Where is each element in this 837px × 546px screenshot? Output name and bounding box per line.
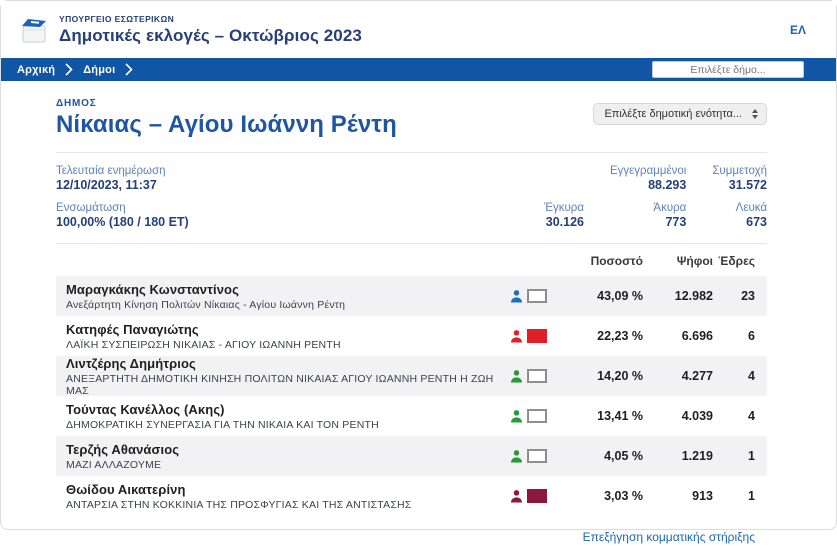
registered-stat [610,165,686,192]
valid-value: 30.126 [545,215,584,229]
ministry-label: ΥΠΟΥΡΓΕΙΟ ΕΣΩΤΕΡΙΚΩΝ [59,13,175,24]
last-update-stat [56,165,189,192]
select-stepper-icon [752,109,758,119]
party-square-icon [527,409,547,423]
stats-right [544,165,767,229]
result-row-names [66,282,509,311]
result-row-icons [509,369,553,384]
valid-label: Έγκυρα [543,202,584,214]
party-support-legend-link[interactable]: Επεξήγηση κομματικής στήριξης [582,530,755,544]
percent-value: 4,05 % [604,449,643,463]
breadcrumb-municipalities[interactable]: Δήμοι [83,63,116,76]
votes-value: 6.696 [681,329,713,343]
candidate-name: Τούντας Κανέλλος (Ακης) [66,401,225,417]
stats-left [56,165,189,229]
candidate-name: Κατηφές Παναγιώτης [66,321,199,337]
party-square-icon [527,369,547,383]
result-row[interactable] [56,316,767,356]
registered-label: Εγγεγραμμένοι [609,165,687,177]
seats-column-header: Έδρες [718,254,755,268]
seats-value: 4 [748,369,755,383]
party-square-icon [527,289,547,303]
invalid-label: Άκυρα [653,202,687,214]
result-row[interactable] [56,396,767,436]
municipal-unit-select[interactable] [593,103,767,125]
main-content [1,81,836,546]
votes-value: 1.219 [681,449,713,463]
result-row-names [66,356,509,397]
seats-value: 23 [741,289,755,303]
result-row-icons [509,329,553,344]
results-list [56,276,767,516]
party-square-icon [527,329,547,343]
candidate-name: Μαραγκάκης Κωνσταντίνος [66,281,239,297]
votes-value: 4.039 [681,409,713,423]
integration-value: 100,00% (180 / 180 ΕΤ) [56,215,189,229]
integration-label: Ενσωμάτωση [56,202,126,214]
result-row-icons [509,289,553,304]
percent-column-header: Ποσοστό [590,254,643,268]
percent-value: 3,03 % [604,489,643,503]
votes-column-header: Ψήφοι [676,254,713,268]
result-row-names [66,402,509,431]
top-header [1,1,836,58]
valid-stat [544,202,584,229]
stats-section [56,153,767,243]
result-row-icons [509,489,553,504]
ballot-box-icon [19,16,49,44]
blank-stat [712,202,767,229]
party-name: ΜΑΖΙ ΑΛΛΑΖΟΥΜΕ [66,458,162,471]
blank-label: Λευκά [735,202,767,214]
invalid-value: 773 [665,215,687,229]
page-head [56,81,767,152]
candidate-name: Τερζής Αθανάσιος [66,441,180,457]
result-row[interactable] [56,436,767,476]
chevron-right-icon [65,63,73,76]
municipal-unit-select-value: Επιλέξτε δημοτική ενότητα... [604,108,742,120]
result-row[interactable] [56,356,767,396]
votes-value: 4.277 [681,369,713,383]
result-row-names [66,322,509,351]
percent-value: 14,20 % [597,369,643,383]
results-footer [56,516,767,546]
party-square-icon [527,489,547,503]
breadcrumb [1,58,836,81]
candidate-person-icon [509,369,524,384]
last-update-value: 12/10/2023, 11:37 [56,178,157,192]
results-table-header [56,244,767,276]
candidate-person-icon [509,329,524,344]
blank-value: 673 [746,215,767,229]
result-row[interactable] [56,276,767,316]
entity-type-label: ΔΗΜΟΣ [56,98,97,109]
brand-block [59,14,362,46]
party-name: ΛΑΪΚΗ ΣΥΣΠΕΙΡΩΣΗ ΝΙΚΑΙΑΣ - ΑΓΙΟΥ ΙΩΑΝΝΗ ΡΕΝΤΗ [66,338,341,351]
seats-value: 6 [748,329,755,343]
candidate-person-icon [509,409,524,424]
percent-value: 13,41 % [597,409,643,423]
last-update-label: Τελευταία ενημέρωση [56,165,166,177]
party-square-icon [527,449,547,463]
candidate-name: Θωίδου Αικατερίνη [66,481,186,497]
turnout-label: Συμμετοχή [712,165,767,177]
party-name: Ανεξάρτητη Κίνηση Πολιτών Νίκαιας - Αγίου Ιωάννη Ρέντη [66,298,346,311]
turnout-stat [712,165,767,192]
breadcrumb-home[interactable]: Αρχική [17,63,56,76]
result-row-icons [509,409,553,424]
chevron-right-icon [125,63,133,76]
candidate-person-icon [509,489,524,504]
result-row-names [66,482,509,511]
site-title: Δημοτικές εκλογές – Οκτώβριος 2023 [59,25,362,45]
candidate-person-icon [509,289,524,304]
party-name: ΔΗΜΟΚΡΑΤΙΚΗ ΣΥΝΕΡΓΑΣΙΑ ΓΙΑ ΤΗΝ ΝΙΚΑΙΑ ΚΑΙ ΤΟΝ ΡΕΝΤΗ [66,418,379,431]
registered-value: 88.293 [648,178,687,192]
party-name: ΑΝΕΞΑΡΤΗΤΗ ΔΗΜΟΤΙΚΗ ΚΙΝΗΣΗ ΠΟΛΙΤΩΝ ΝΙΚΑΙΑΣ ΑΓΙΟΥ ΙΩΑΝΝΗ ΡΕΝΤΗ Η ΖΩΗ ΜΑΣ [66,372,494,397]
result-row-icons [509,449,553,464]
language-toggle[interactable]: ΕΛ [789,22,806,37]
party-name: ΑΝΤΑΡΣΙΑ ΣΤΗΝ ΚΟΚΚΙΝΙΑ ΤΗΣ ΠΡΟΣΦΥΓΙΑΣ ΚΑΙ ΤΗΣ ΑΝΤΙΣΤΑΣΗΣ [66,498,412,511]
page-title: Νίκαιας – Αγίου Ιωάννη Ρέντη [56,111,397,138]
percent-value: 22,23 % [597,329,643,343]
votes-value: 913 [692,489,713,503]
result-row-names [66,442,509,471]
result-row[interactable] [56,476,767,516]
votes-value: 12.982 [674,289,713,303]
seats-value: 4 [748,409,755,423]
municipality-search-input[interactable] [652,61,804,78]
seats-value: 1 [748,449,755,463]
candidate-person-icon [509,449,524,464]
percent-value: 43,09 % [597,289,643,303]
turnout-value: 31.572 [728,178,767,192]
integration-stat [56,202,189,229]
seats-value: 1 [748,489,755,503]
candidate-name: Λιντζέρης Δημήτριος [66,355,196,371]
invalid-stat [610,202,686,229]
stats-grid-spacer [544,165,584,192]
